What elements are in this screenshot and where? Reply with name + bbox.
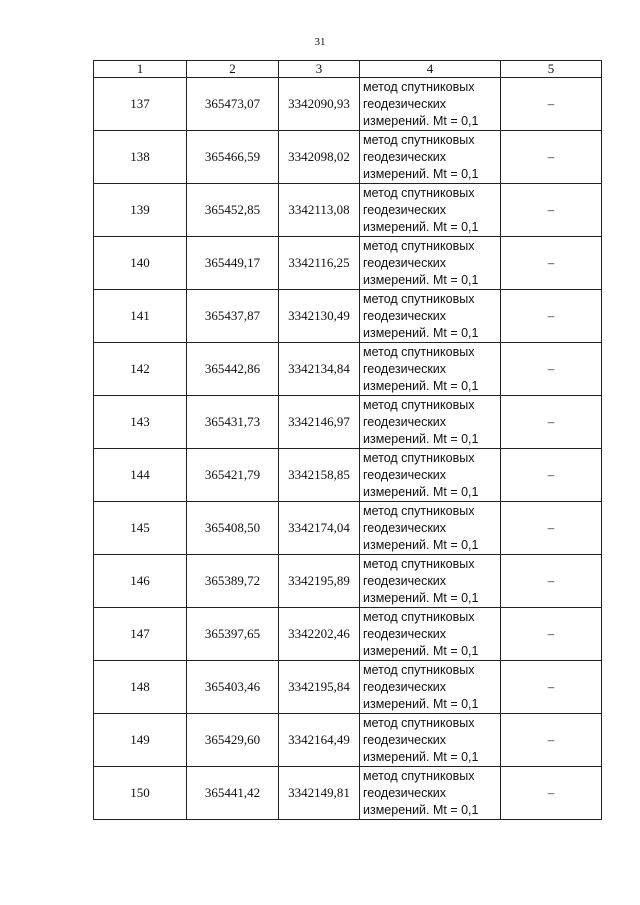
method-cell [360, 767, 501, 820]
point-number-cell: 139 [94, 184, 187, 237]
header-col-1: 1 [94, 61, 187, 78]
x-coordinate-cell: 365452,85 [187, 184, 279, 237]
column-5-cell: – [501, 184, 602, 237]
table-row [94, 343, 602, 396]
y-coordinate-cell: 3342098,02 [279, 131, 360, 184]
point-number-cell: 141 [94, 290, 187, 343]
x-coordinate-cell: 365473,07 [187, 78, 279, 131]
x-coordinate-cell: 365397,65 [187, 608, 279, 661]
method-line: геодезических [363, 732, 447, 747]
method-cell [360, 608, 501, 661]
column-5-cell: – [501, 661, 602, 714]
method-line: измерений. Mt = 0,1 [363, 113, 479, 128]
column-5-cell: – [501, 237, 602, 290]
header-col-2: 2 [187, 61, 279, 78]
method-line: измерений. Mt = 0,1 [363, 802, 479, 817]
method-cell [360, 78, 501, 131]
method-line: геодезических [363, 361, 447, 376]
table-row [94, 290, 602, 343]
method-line: метод спутниковых [363, 344, 475, 359]
method-cell [360, 396, 501, 449]
method-line: измерений. Mt = 0,1 [363, 749, 479, 764]
y-coordinate-cell: 3342116,25 [279, 237, 360, 290]
method-line: геодезических [363, 414, 447, 429]
y-coordinate-cell: 3342149,81 [279, 767, 360, 820]
table-row [94, 661, 602, 714]
header-row [94, 61, 602, 78]
column-5-cell: – [501, 343, 602, 396]
y-coordinate-cell: 3342174,04 [279, 502, 360, 555]
method-line: геодезических [363, 96, 447, 111]
method-cell [360, 290, 501, 343]
method-line: геодезических [363, 520, 447, 535]
method-line: геодезических [363, 573, 447, 588]
column-5-cell: – [501, 131, 602, 184]
method-line: метод спутниковых [363, 768, 475, 783]
method-line: измерений. Mt = 0,1 [363, 325, 479, 340]
table-row [94, 78, 602, 131]
method-line: измерений. Mt = 0,1 [363, 219, 479, 234]
y-coordinate-cell: 3342090,93 [279, 78, 360, 131]
method-line: метод спутниковых [363, 79, 475, 94]
method-line: метод спутниковых [363, 609, 475, 624]
method-line: геодезических [363, 308, 447, 323]
method-cell [360, 343, 501, 396]
method-line: геодезических [363, 467, 447, 482]
method-cell [360, 449, 501, 502]
method-line: измерений. Mt = 0,1 [363, 378, 479, 393]
y-coordinate-cell: 3342195,89 [279, 555, 360, 608]
table-row [94, 767, 602, 820]
table-body [94, 78, 602, 820]
point-number-cell: 144 [94, 449, 187, 502]
x-coordinate-cell: 365441,42 [187, 767, 279, 820]
y-coordinate-cell: 3342158,85 [279, 449, 360, 502]
y-coordinate-cell: 3342130,49 [279, 290, 360, 343]
method-line: геодезических [363, 626, 447, 641]
method-line: измерений. Mt = 0,1 [363, 166, 479, 181]
method-line: геодезических [363, 149, 447, 164]
point-number-cell: 138 [94, 131, 187, 184]
x-coordinate-cell: 365466,59 [187, 131, 279, 184]
method-line: геодезических [363, 255, 447, 270]
method-line: метод спутниковых [363, 291, 475, 306]
coordinates-table [93, 60, 602, 820]
y-coordinate-cell: 3342134,84 [279, 343, 360, 396]
table-row [94, 449, 602, 502]
method-line: измерений. Mt = 0,1 [363, 590, 479, 605]
method-line: геодезических [363, 785, 447, 800]
method-line: измерений. Mt = 0,1 [363, 272, 479, 287]
method-line: метод спутниковых [363, 450, 475, 465]
method-line: метод спутниковых [363, 238, 475, 253]
y-coordinate-cell: 3342195,84 [279, 661, 360, 714]
y-coordinate-cell: 3342113,08 [279, 184, 360, 237]
method-line: метод спутниковых [363, 556, 475, 571]
column-5-cell: – [501, 449, 602, 502]
point-number-cell: 149 [94, 714, 187, 767]
method-line: метод спутниковых [363, 662, 475, 677]
method-line: измерений. Mt = 0,1 [363, 696, 479, 711]
table-row [94, 131, 602, 184]
page-number: 31 [314, 36, 326, 48]
point-number-cell: 147 [94, 608, 187, 661]
header-col-4: 4 [360, 61, 501, 78]
method-cell [360, 555, 501, 608]
method-line: измерений. Mt = 0,1 [363, 484, 479, 499]
x-coordinate-cell: 365403,46 [187, 661, 279, 714]
point-number-cell: 146 [94, 555, 187, 608]
x-coordinate-cell: 365449,17 [187, 237, 279, 290]
table-row [94, 184, 602, 237]
point-number-cell: 137 [94, 78, 187, 131]
method-cell [360, 502, 501, 555]
column-5-cell: – [501, 714, 602, 767]
y-coordinate-cell: 3342146,97 [279, 396, 360, 449]
method-line: метод спутниковых [363, 503, 475, 518]
method-line: измерений. Mt = 0,1 [363, 643, 479, 658]
method-line: метод спутниковых [363, 715, 475, 730]
column-5-cell: – [501, 502, 602, 555]
method-line: геодезических [363, 202, 447, 217]
x-coordinate-cell: 365389,72 [187, 555, 279, 608]
table-row [94, 396, 602, 449]
method-cell [360, 237, 501, 290]
method-line: метод спутниковых [363, 397, 475, 412]
point-number-cell: 143 [94, 396, 187, 449]
x-coordinate-cell: 365437,87 [187, 290, 279, 343]
method-line: геодезических [363, 679, 447, 694]
point-number-cell: 148 [94, 661, 187, 714]
y-coordinate-cell: 3342202,46 [279, 608, 360, 661]
method-cell [360, 714, 501, 767]
method-line: метод спутниковых [363, 132, 475, 147]
header-col-3: 3 [279, 61, 360, 78]
point-number-cell: 142 [94, 343, 187, 396]
column-5-cell: – [501, 555, 602, 608]
x-coordinate-cell: 365429,60 [187, 714, 279, 767]
point-number-cell: 150 [94, 767, 187, 820]
column-5-cell: – [501, 78, 602, 131]
y-coordinate-cell: 3342164,49 [279, 714, 360, 767]
method-cell [360, 661, 501, 714]
x-coordinate-cell: 365442,86 [187, 343, 279, 396]
column-5-cell: – [501, 290, 602, 343]
table-row [94, 237, 602, 290]
x-coordinate-cell: 365421,79 [187, 449, 279, 502]
method-line: метод спутниковых [363, 185, 475, 200]
point-number-cell: 145 [94, 502, 187, 555]
column-5-cell: – [501, 396, 602, 449]
x-coordinate-cell: 365408,50 [187, 502, 279, 555]
table-header [94, 61, 602, 78]
table-row [94, 502, 602, 555]
method-line: измерений. Mt = 0,1 [363, 431, 479, 446]
table-row [94, 714, 602, 767]
x-coordinate-cell: 365431,73 [187, 396, 279, 449]
table-row [94, 555, 602, 608]
column-5-cell: – [501, 608, 602, 661]
method-cell [360, 184, 501, 237]
column-5-cell: – [501, 767, 602, 820]
point-number-cell: 140 [94, 237, 187, 290]
table-row [94, 608, 602, 661]
method-cell [360, 131, 501, 184]
method-line: измерений. Mt = 0,1 [363, 537, 479, 552]
header-col-5: 5 [501, 61, 602, 78]
